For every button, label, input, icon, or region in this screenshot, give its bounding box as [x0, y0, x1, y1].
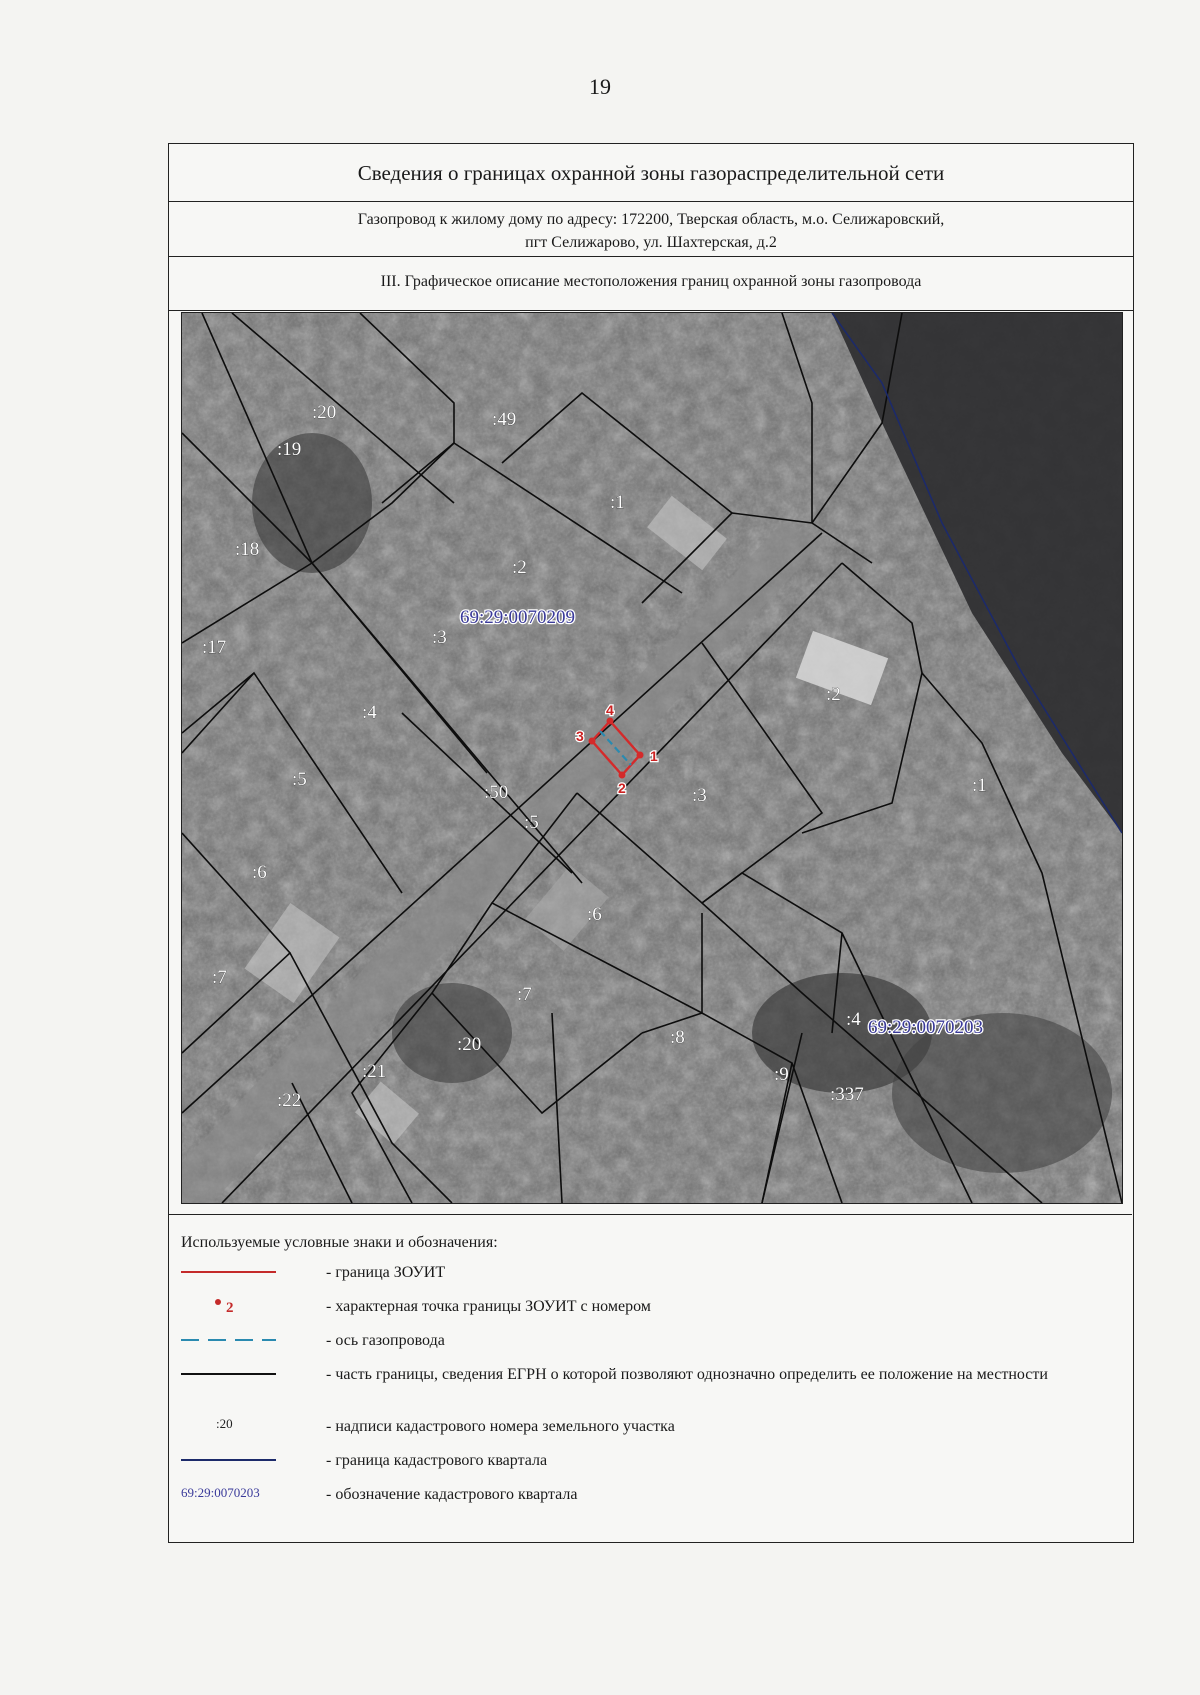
parcel-label: :3 — [432, 627, 447, 648]
legend-text: - ось газопровода — [326, 1332, 445, 1349]
point-marker[interactable] — [589, 738, 596, 745]
parcel-label: :6 — [252, 862, 267, 883]
section-title: III. Графическое описание местоположения границ охранной зоны газопровода — [169, 257, 1133, 311]
quarter-label-symbol — [181, 1484, 291, 1508]
legend — [181, 1234, 1121, 1518]
red-point-symbol — [181, 1296, 291, 1320]
document-title: Сведения о границах охранной зоны газораспределительной сети — [169, 144, 1133, 202]
parcel-label: :1 — [610, 492, 625, 513]
legend-separator — [169, 1214, 1132, 1215]
parcel-label: :21 — [362, 1061, 387, 1082]
quarter-label: 69:29:0070209 — [460, 607, 576, 628]
legend-text: - граница ЗОУИТ — [326, 1264, 446, 1281]
point-marker[interactable] — [607, 718, 614, 725]
parcel-label: :3 — [692, 785, 707, 806]
point-label: 4 — [606, 702, 614, 718]
tree-mass — [392, 983, 512, 1083]
legend-item-quarter-label — [181, 1484, 1121, 1518]
legend-text: - обозначение кадастрового квартала — [326, 1486, 578, 1503]
parcel-label: :22 — [277, 1090, 302, 1111]
parcel-label: :337 — [830, 1084, 864, 1105]
parcel-label: :4 — [846, 1009, 861, 1030]
legend-text: - надписи кадастрового номера земельного участка — [326, 1418, 675, 1435]
parcel-label: :5 — [292, 769, 307, 790]
legend-point-number: 2 — [226, 1300, 234, 1316]
page-number: 19 — [589, 74, 611, 99]
parcel-label: :7 — [517, 984, 532, 1005]
parcel-label: :9 — [774, 1064, 789, 1085]
object-line-2: пгт Селижарово, ул. Шахтерская, д.2 — [525, 234, 777, 251]
parcel-label: :4 — [362, 702, 377, 723]
legend-item-zouit-boundary — [181, 1262, 1121, 1296]
point-label: 1 — [650, 748, 658, 764]
legend-item-parcel-number — [181, 1416, 1121, 1450]
legend-item-quarter-boundary — [181, 1450, 1121, 1484]
parcel-label: :5 — [524, 812, 539, 833]
parcel-label: :50 — [484, 782, 509, 803]
map-svg — [182, 313, 1122, 1203]
legend-title: Используемые условные знаки и обозначения: — [181, 1234, 498, 1251]
blue-line-symbol — [181, 1450, 291, 1474]
legend-text: - характерная точка границы ЗОУИТ с номером — [326, 1298, 651, 1315]
parcel-label: :1 — [972, 775, 987, 796]
parcel-label: :6 — [587, 904, 602, 925]
document-frame — [168, 143, 1134, 1543]
legend-item-egrn-boundary — [181, 1364, 1121, 1416]
quarter-label: 69:29:0070203 — [868, 1017, 984, 1038]
parcel-label: :19 — [277, 439, 302, 460]
parcel-label: :18 — [235, 539, 260, 560]
point-label: 3 — [576, 728, 584, 744]
red-line-symbol — [181, 1262, 291, 1286]
point-marker[interactable] — [637, 752, 644, 759]
parcel-label: :2 — [826, 684, 841, 705]
legend-item-pipeline-axis — [181, 1330, 1121, 1364]
legend-text: - часть границы, сведения ЕГРН о которой позволяют однозначно определить ее положение на местности — [326, 1366, 1048, 1383]
parcel-label: :7 — [212, 967, 227, 988]
parcel-label: :17 — [202, 637, 227, 658]
parcel-number-symbol — [181, 1416, 291, 1440]
point-label: 2 — [618, 780, 626, 796]
parcel-label: :49 — [492, 409, 517, 430]
map-view[interactable] — [181, 312, 1123, 1204]
parcel-label: :2 — [512, 557, 527, 578]
point-marker[interactable] — [619, 772, 626, 779]
legend-item-boundary-point — [181, 1296, 1121, 1330]
parcel-label: :8 — [670, 1027, 685, 1048]
object-line-1: Газопровод к жилому дому по адресу: 172200, Тверская область, м.о. Селижаровский, — [357, 211, 945, 228]
parcel-label: :20 — [457, 1034, 482, 1055]
parcel-number-sample: :20 — [216, 1416, 233, 1431]
legend-text: - граница кадастрового квартала — [326, 1452, 548, 1469]
black-line-symbol — [181, 1364, 291, 1388]
parcel-label: :20 — [312, 402, 337, 423]
quarter-label-sample: 69:29:0070203 — [181, 1485, 260, 1500]
object-description — [169, 202, 1133, 257]
dashed-blue-symbol — [181, 1330, 291, 1354]
tree-mass — [252, 433, 372, 573]
